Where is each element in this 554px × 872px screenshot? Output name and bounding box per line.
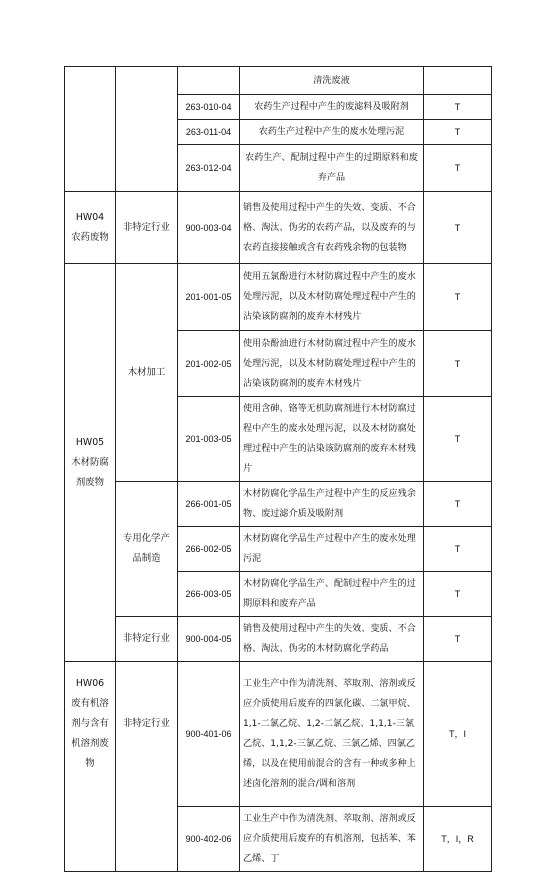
waste-description: 使用五氯酚进行木材防腐过程中产生的废水处理污泥，以及木材防腐处理过程中产生的沾染该防腐剂的废弃木材残片 bbox=[240, 264, 424, 331]
table-row bbox=[65, 264, 492, 331]
industry-cell: 非特定行业 bbox=[116, 192, 178, 264]
waste-code: 900-401-06 bbox=[178, 662, 240, 807]
hazard-characteristic: T bbox=[424, 617, 492, 662]
category-name: 废有机溶剂与含有机溶剂废物 bbox=[71, 698, 109, 769]
waste-code bbox=[178, 67, 240, 95]
hazardous-waste-table bbox=[64, 66, 492, 872]
category-code: HW06 bbox=[75, 678, 105, 689]
waste-code: 263-010-04 bbox=[178, 95, 240, 120]
waste-description: 木材防腐化学品生产过程中产生的废水处理污泥 bbox=[240, 527, 424, 572]
waste-description: 使用杂酚油进行木材防腐过程中产生的废水处理污泥，以及木材防腐处理过程中产生的沾染该防腐剂的废弃木材残片 bbox=[240, 331, 424, 397]
hazard-characteristic: T bbox=[424, 397, 492, 482]
hazard-characteristic: T bbox=[424, 331, 492, 397]
waste-description: 使用含砷、铬等无机防腐剂进行木材防腐过程中产生的废水处理污泥，以及木材防腐处理过程中产生的沾染该防腐剂的废弃木材残片 bbox=[240, 397, 424, 482]
category-name: 木材防腐剂废物 bbox=[71, 456, 109, 488]
industry-cell: 专用化学产品制造 bbox=[116, 482, 178, 617]
waste-code: 201-002-05 bbox=[178, 331, 240, 397]
waste-description: 农药生产过程中产生的废滤料及吸附剂 bbox=[240, 95, 424, 120]
table-row bbox=[65, 662, 492, 807]
industry-cell-continued bbox=[116, 67, 178, 192]
waste-code: 266-003-05 bbox=[178, 572, 240, 617]
industry-cell: 非特定行业 bbox=[116, 617, 178, 662]
waste-code: 266-002-05 bbox=[178, 527, 240, 572]
waste-code: 263-012-04 bbox=[178, 145, 240, 192]
waste-description: 工业生产中作为清洗剂、萃取剂、溶剂或反应介质使用后废弃的有机溶剂，包括苯、苯乙烯、丁 bbox=[240, 807, 424, 872]
waste-code: 900-003-04 bbox=[178, 192, 240, 264]
category-cell bbox=[65, 192, 116, 264]
waste-code: 900-402-06 bbox=[178, 807, 240, 872]
waste-description: 农药生产、配制过程中产生的过期原料和废弃产品 bbox=[240, 145, 424, 192]
category-cell-continued bbox=[65, 67, 116, 192]
hazard-characteristic: T，I，R bbox=[424, 807, 492, 872]
waste-description: 木材防腐化学品生产、配制过程中产生的过期原料和废弃产品 bbox=[240, 572, 424, 617]
waste-code: 900-004-05 bbox=[178, 617, 240, 662]
category-code: HW05 bbox=[75, 436, 105, 448]
waste-code: 263-011-04 bbox=[178, 120, 240, 145]
category-name: 农药废物 bbox=[71, 231, 109, 243]
waste-description: 工业生产中作为清洗剂、萃取剂、溶剂或反应介质使用后废弃的四氯化碳、二氯甲烷、1,1-二氯乙烷、1,2-二氯乙烷、1,1,1-三氯乙烷、1,1,2-三氯乙烷、三氯乙烯、四氯乙烯，以及在使用前混合的含有一种或多种上述卤化溶剂的混合/调和溶剂 bbox=[240, 662, 424, 807]
category-code: HW04 bbox=[75, 211, 105, 223]
hazard-characteristic: T bbox=[424, 527, 492, 572]
waste-description: 销售及使用过程中产生的失效、变质、不合格、淘汰、伪劣的木材防腐化学药品 bbox=[240, 617, 424, 662]
table-row bbox=[65, 67, 492, 95]
waste-description: 销售及使用过程中产生的失效、变质、不合格、淘汰、伪劣的农药产品，以及废弃的与农药直接接触或含有农药残余物的包装物 bbox=[240, 192, 424, 264]
waste-description: 木材防腐化学品生产过程中产生的反应残余物、废过滤介质及吸附剂 bbox=[240, 482, 424, 527]
hazard-characteristic: T bbox=[424, 95, 492, 120]
industry-cell: 非特定行业 bbox=[116, 662, 178, 872]
waste-description: 农药生产过程中产生的废水处理污泥 bbox=[240, 120, 424, 145]
hazard-characteristic: T，I bbox=[424, 662, 492, 807]
waste-code: 201-003-05 bbox=[178, 397, 240, 482]
category-cell bbox=[65, 662, 116, 872]
hazard-characteristic: T bbox=[424, 192, 492, 264]
category-cell bbox=[65, 264, 116, 662]
industry-cell: 木材加工 bbox=[116, 264, 178, 482]
table-row bbox=[65, 192, 492, 264]
hazard-characteristic: T bbox=[424, 264, 492, 331]
waste-code: 266-001-05 bbox=[178, 482, 240, 527]
hazard-characteristic: T bbox=[424, 572, 492, 617]
hazard-characteristic: T bbox=[424, 145, 492, 192]
waste-description: 清洗废液 bbox=[240, 67, 424, 95]
table-row bbox=[65, 617, 492, 662]
waste-code: 201-001-05 bbox=[178, 264, 240, 331]
table-row bbox=[65, 482, 492, 527]
hazard-characteristic bbox=[424, 67, 492, 95]
hazard-characteristic: T bbox=[424, 482, 492, 527]
hazard-characteristic: T bbox=[424, 120, 492, 145]
